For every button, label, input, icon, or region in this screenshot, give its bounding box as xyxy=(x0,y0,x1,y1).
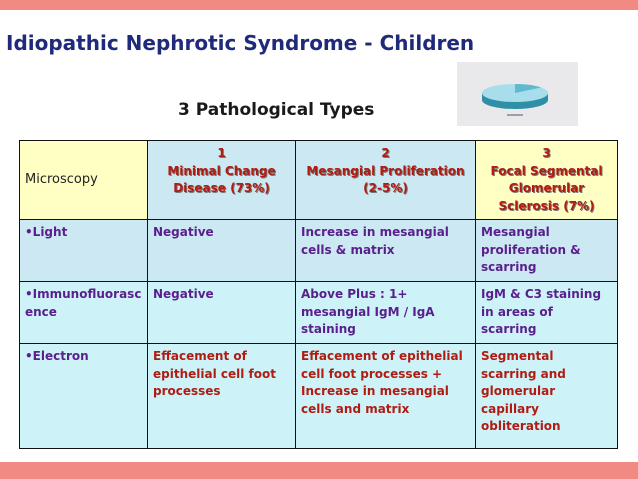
header-microscopy: Microscopy xyxy=(20,141,148,220)
bottom-accent-bar xyxy=(0,462,638,479)
pie-chart-icon xyxy=(457,62,578,126)
header-label: Minimal Change Disease (73%) xyxy=(167,163,276,195)
pie-chart-thumbnail xyxy=(457,62,578,126)
cell-mesangial: Increase in mesangial cells & matrix xyxy=(296,220,476,282)
row-label: •Light xyxy=(20,220,148,282)
cell-minimal-change: Negative xyxy=(148,282,296,344)
header-fsgs xyxy=(476,141,618,220)
slide-subtitle: 3 Pathological Types xyxy=(178,100,375,120)
header-number: 1 xyxy=(217,146,226,160)
table-row xyxy=(20,220,618,282)
row-label-text: •Immunofluorascence xyxy=(25,287,142,319)
row-label: •Electron xyxy=(20,344,148,449)
top-accent-bar xyxy=(0,0,638,10)
cell-fsgs: IgM & C3 staining in areas of scarring xyxy=(476,282,618,344)
row-label xyxy=(20,282,148,344)
cell-mesangial: Above Plus : 1+ mesangial IgM / IgA staining xyxy=(296,282,476,344)
header-minimal-change xyxy=(148,141,296,220)
header-mesangial-proliferation xyxy=(296,141,476,220)
header-label: Mesangial Proliferation (2-5%) xyxy=(306,163,465,195)
cell-minimal-change: Effacement of epithelial cell foot processes xyxy=(148,344,296,449)
header-number: 3 xyxy=(542,146,551,160)
header-label: Focal Segmental Glomerular Sclerosis (7%) xyxy=(490,163,603,213)
cell-fsgs: Mesangial proliferation & scarring xyxy=(476,220,618,282)
header-number: 2 xyxy=(381,146,390,160)
cell-minimal-change: Negative xyxy=(148,220,296,282)
table-header-row xyxy=(20,141,618,220)
cell-fsgs: Segmental scarring and glomerular capillary obliteration xyxy=(476,344,618,449)
table-row xyxy=(20,344,618,449)
cell-mesangial: Effacement of epithelial cell foot processes + Increase in mesangial cells and matrix xyxy=(296,344,476,449)
table-row xyxy=(20,282,618,344)
slide-title: Idiopathic Nephrotic Syndrome - Children xyxy=(6,31,475,55)
pathology-table xyxy=(19,140,618,449)
